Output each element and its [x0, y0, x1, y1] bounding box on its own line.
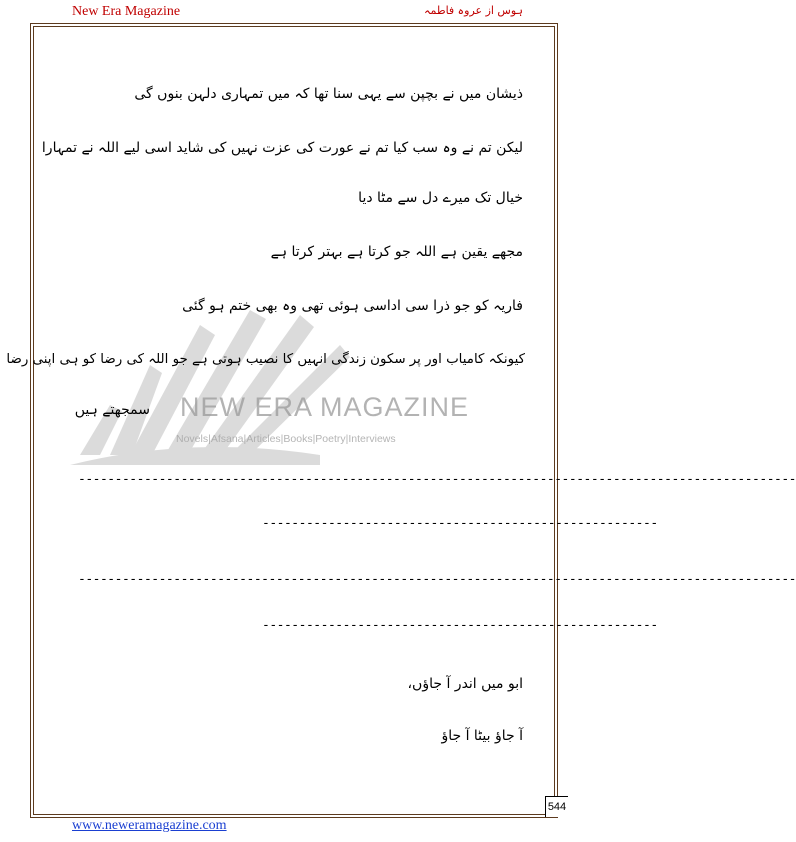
magazine-name-header: New Era Magazine [72, 4, 181, 19]
body-line-1: ذیشان میں نے بچپن سے یہی سنا تھا کہ میں تمہاری دلہن بنوں گی [134, 86, 523, 102]
body-line-4: مجھے یقین ہے اللہ جو کرتا ہے بہتر کرتا ہے [270, 244, 523, 260]
body-line-6: کیونکہ کامیاب اور پر سکون زندگی انہیں کا نصیب ہوتی ہے جو اللہ کی رضا کو ہی اپنی رضا [6, 352, 525, 367]
novel-credit-header: ہوس از عروہ فاطمہ [424, 4, 523, 17]
page-number: 544 [545, 796, 568, 817]
body-line-2: لیکن تم نے وہ سب کیا تم نے عورت کی عزت نہیں کی شاید اسی لیے اللہ نے تمہارا [41, 140, 523, 156]
separator-long-1: -------------------------------------------------------------------------------------------------- [78, 472, 796, 487]
watermark-title: NEW ERA MAGAZINE [180, 392, 470, 422]
body-line-7: سمجھتے ہیں [74, 402, 150, 418]
closing-line-2: آ جاؤ بیٹا آ جاؤ [441, 728, 523, 744]
footer-website-link[interactable]: www.neweramagazine.com [72, 818, 227, 833]
separator-long-2: -------------------------------------------------------------------------------------------------- [78, 572, 796, 587]
watermark-subtitle: Novels|Afsana|Articles|Books|Poetry|Interviews [176, 433, 396, 445]
body-line-3: خیال تک میرے دل سے مٹا دیا [358, 190, 523, 206]
separator-short-2: ------------------------------------------------------ [262, 618, 658, 633]
separator-short-1: ------------------------------------------------------ [262, 516, 658, 531]
body-line-5: فاریہ کو جو ذرا سی اداسی ہوئی تھی وہ بھی ختم ہو گئی [182, 298, 523, 314]
closing-line-1: ابو میں اندر آ جاؤں، [407, 676, 523, 692]
